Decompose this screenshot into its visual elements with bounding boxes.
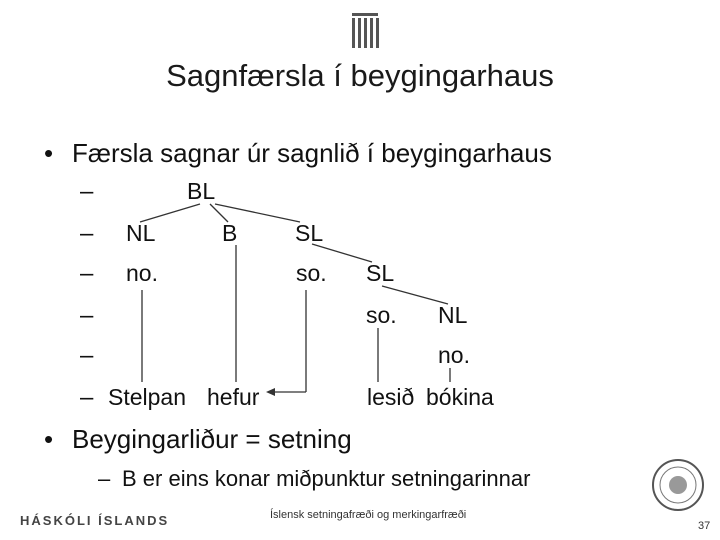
word-lesid: lesið: [367, 384, 415, 410]
node-sl-lower: SL: [366, 260, 395, 286]
university-name: HÁSKÓLI ÍSLANDS: [20, 513, 170, 528]
word-stelpan: Stelpan: [108, 384, 187, 410]
bullet-text-2: Beygingarliður = setning: [72, 424, 352, 454]
node-b: B: [222, 220, 238, 246]
node-sl-upper: SL: [295, 220, 324, 246]
node-no-lower: no.: [438, 342, 470, 368]
node-nl: NL: [126, 220, 156, 246]
node-no: no.: [126, 260, 158, 286]
sub-bullet-text: B er eins konar miðpunktur setningarinnar: [122, 466, 531, 491]
dash-5: –: [80, 342, 94, 369]
page-number: 37: [698, 520, 711, 532]
dash-4: –: [80, 302, 94, 329]
dash-3: –: [80, 260, 94, 287]
bullet-marker: •: [44, 138, 54, 168]
node-bl: BL: [187, 178, 216, 204]
bullet-marker-2: •: [44, 424, 54, 454]
dash-2: –: [80, 220, 94, 247]
sub-bullet-dash: –: [98, 466, 111, 491]
dash-6: –: [80, 384, 94, 411]
word-hefur: hefur: [207, 384, 260, 410]
node-so-lower: so.: [366, 302, 397, 328]
bullet-text: Færsla sagnar úr sagnlið í beygingarhaus: [72, 138, 552, 168]
dash-1: –: [80, 178, 94, 205]
course-name: Íslensk setningafræði og merkingarfræði: [270, 509, 467, 521]
arrow-head-icon: [266, 388, 275, 396]
node-so: so.: [296, 260, 327, 286]
node-nl-lower: NL: [438, 302, 468, 328]
page-title: Sagnfærsla í beygingarhaus: [166, 58, 554, 93]
word-bokina: bókina: [426, 384, 494, 410]
